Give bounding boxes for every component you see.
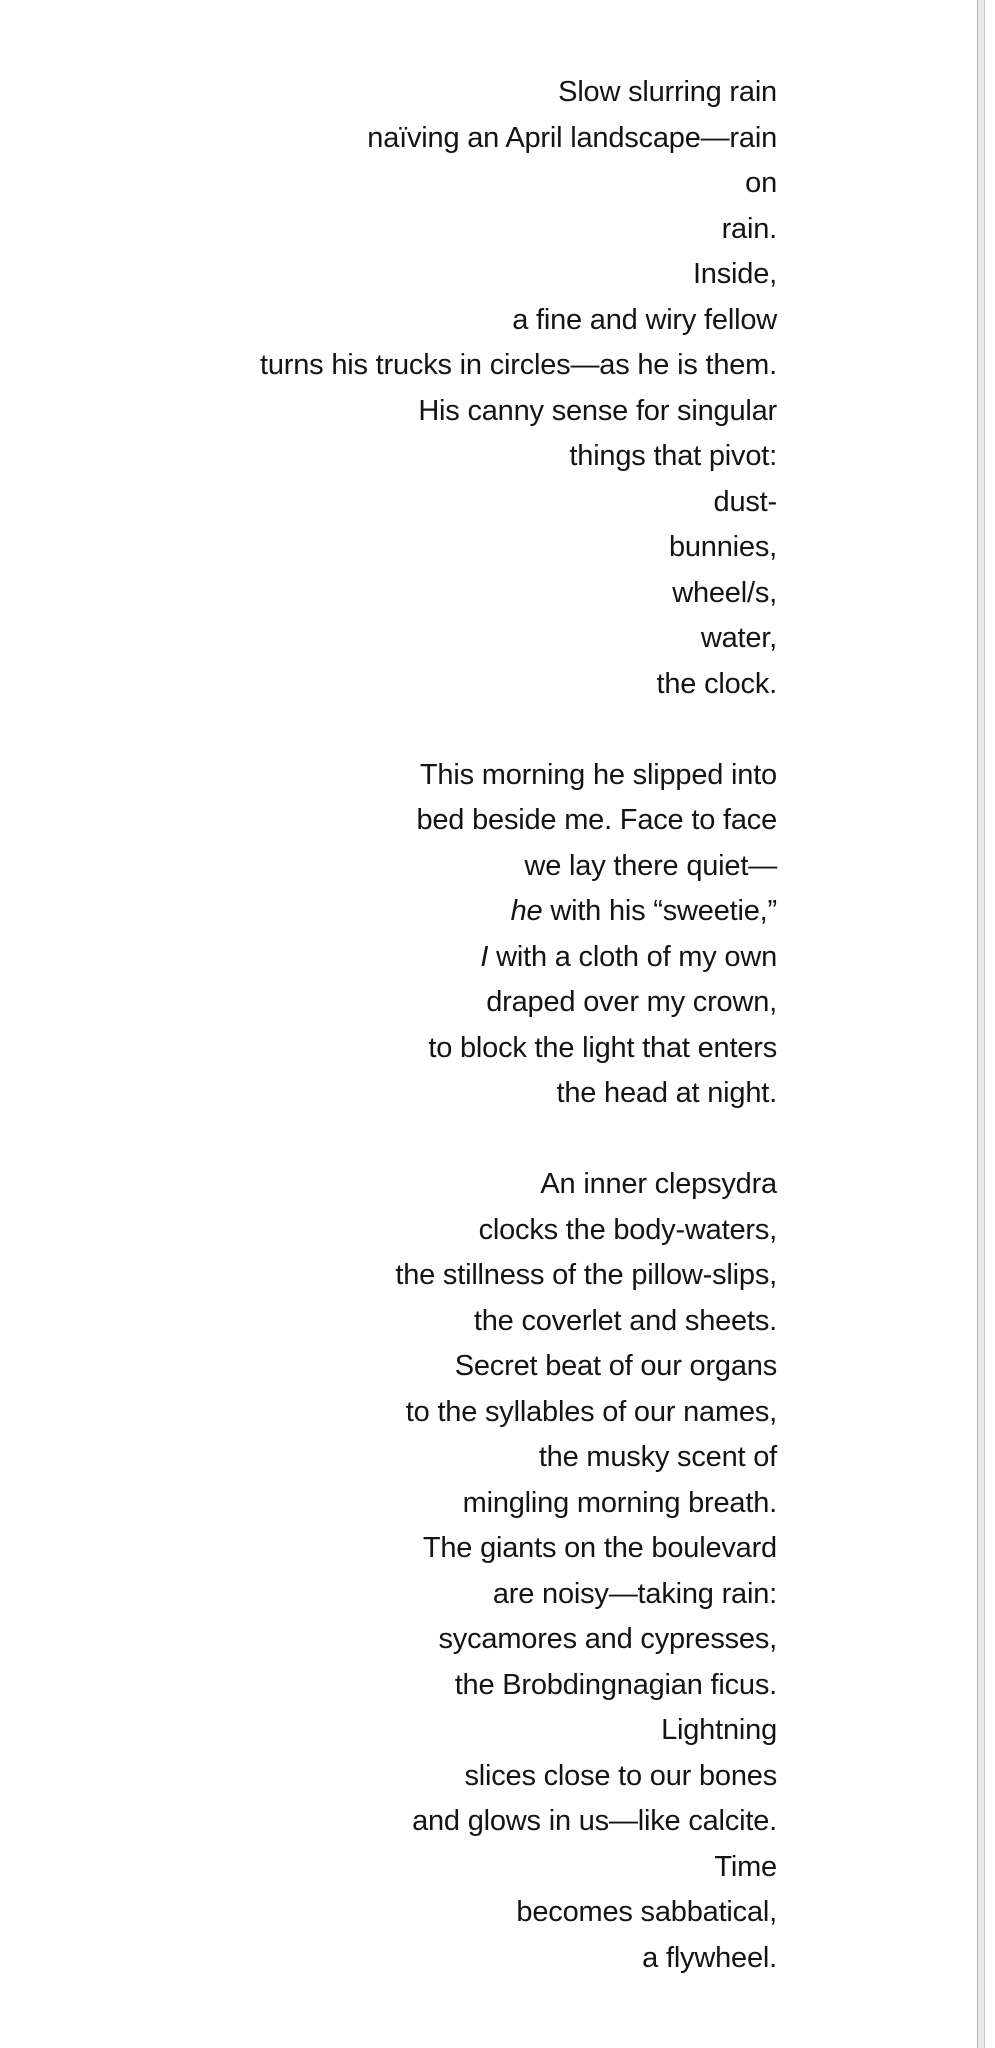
poem-line bbox=[0, 434, 777, 480]
poem-line-segment: with his “sweetie,” bbox=[542, 895, 777, 927]
poem-line-segment: a fine and wiry fellow bbox=[512, 303, 777, 336]
poem-line bbox=[0, 1708, 777, 1754]
poem-line-segment: naïving an April landscape—rain bbox=[367, 121, 777, 154]
poem-line bbox=[0, 1936, 777, 1982]
poem-line-segment: with a cloth of my own bbox=[488, 940, 777, 973]
poem-line-segment: the stillness of the pillow-slips, bbox=[395, 1259, 777, 1291]
poem-line-segment: The giants on the boulevard bbox=[422, 1532, 777, 1564]
poem-line bbox=[0, 1799, 777, 1845]
poem-line bbox=[0, 935, 777, 981]
poem-line-segment: Slow slurring rain bbox=[558, 76, 777, 108]
poem-line bbox=[0, 116, 777, 162]
poem-line-segment: Lightning bbox=[661, 1714, 777, 1746]
poem-line bbox=[0, 1526, 777, 1572]
poem-line bbox=[0, 343, 777, 389]
poem-line bbox=[0, 1572, 777, 1618]
poem-line-segment: An inner clepsydra bbox=[540, 1168, 777, 1200]
poem-line-segment: His canny sense for singular bbox=[418, 394, 777, 427]
poem-line-segment: we lay there quiet— bbox=[524, 849, 777, 882]
poem-line-segment: becomes sabbatical, bbox=[516, 1896, 777, 1928]
poem-line bbox=[0, 389, 777, 435]
poem-line bbox=[0, 1208, 777, 1254]
poem-line-segment: Secret beat of our organs bbox=[454, 1350, 777, 1382]
poem-line-segment: clocks the body-waters, bbox=[478, 1213, 777, 1246]
poem-line bbox=[0, 1299, 777, 1345]
poem-stanza bbox=[0, 70, 777, 707]
poem-line-segment: water, bbox=[700, 622, 777, 654]
poem-line-segment: dust- bbox=[713, 485, 777, 518]
poem-line bbox=[0, 1253, 777, 1299]
poem-line-segment: things that pivot: bbox=[569, 440, 777, 472]
poem-line-segment-italic: he bbox=[510, 895, 543, 927]
poem-line bbox=[0, 1390, 777, 1436]
poem-line bbox=[0, 980, 777, 1026]
poem-line-segment: Inside, bbox=[692, 258, 777, 290]
poem-line-segment: bed beside me. Face to face bbox=[416, 804, 777, 836]
poem-line bbox=[0, 1435, 777, 1481]
poem-line bbox=[0, 1845, 777, 1891]
poem-stanza bbox=[0, 753, 777, 1117]
poem-line bbox=[0, 207, 777, 253]
poem-line-segment-italic: I bbox=[480, 940, 489, 973]
poem-line-segment: sycamores and cypresses, bbox=[438, 1623, 777, 1655]
poem-line bbox=[0, 525, 777, 571]
poem-line-segment: a flywheel. bbox=[642, 1941, 777, 1974]
poem-line-segment: the musky scent of bbox=[538, 1441, 777, 1473]
scrollbar-track[interactable] bbox=[977, 0, 985, 2048]
poem-line bbox=[0, 298, 777, 344]
poem-line-segment: the Brobdingnagian ficus. bbox=[454, 1668, 777, 1701]
poem-line-segment: draped over my crown, bbox=[486, 986, 777, 1018]
poem-line bbox=[0, 1162, 777, 1208]
poem-line-segment: the head at night. bbox=[556, 1077, 777, 1109]
poem-line bbox=[0, 1663, 777, 1709]
poem-line bbox=[0, 1026, 777, 1072]
poem-line-segment: bunnies, bbox=[668, 531, 777, 563]
poem-line-segment: and glows in us—like calcite. bbox=[412, 1805, 777, 1837]
poem-line bbox=[0, 616, 777, 662]
poem-line bbox=[0, 662, 777, 708]
poem-line bbox=[0, 480, 777, 526]
poem-line-segment: on bbox=[745, 167, 777, 199]
poem-line-segment: the clock. bbox=[656, 667, 777, 700]
poem-line bbox=[0, 798, 777, 844]
poem-line bbox=[0, 753, 777, 799]
poem-line-segment: to the syllables of our names, bbox=[405, 1395, 777, 1428]
poem-line bbox=[0, 161, 777, 207]
poem-line bbox=[0, 571, 777, 617]
poem-line bbox=[0, 1344, 777, 1390]
poem-line bbox=[0, 889, 777, 935]
poem-line-segment: wheel/s, bbox=[672, 576, 777, 609]
poem-line bbox=[0, 1754, 777, 1800]
poem-text bbox=[0, 70, 777, 1981]
poem-line bbox=[0, 70, 777, 116]
poem-line bbox=[0, 252, 777, 298]
poem-line bbox=[0, 1481, 777, 1527]
poem-stanza bbox=[0, 1162, 777, 1981]
poem-line-segment: This morning he slipped into bbox=[419, 758, 777, 791]
poem-line bbox=[0, 1071, 777, 1117]
poem-line-segment: Time bbox=[714, 1850, 777, 1883]
poem-line-segment: to block the light that enters bbox=[428, 1031, 777, 1064]
poem-line-segment: mingling morning breath. bbox=[462, 1486, 777, 1519]
poem-line-segment: turns his trucks in circles—as he is them. bbox=[260, 349, 777, 381]
poem-line-segment: slices close to our bones bbox=[464, 1759, 777, 1792]
poem-line bbox=[0, 1617, 777, 1663]
poem-line-segment: the coverlet and sheets. bbox=[473, 1304, 777, 1337]
poem-line-segment: rain. bbox=[721, 212, 777, 245]
poem-line-segment: are noisy—taking rain: bbox=[492, 1577, 777, 1610]
poem-line bbox=[0, 1890, 777, 1936]
poem-line bbox=[0, 844, 777, 890]
